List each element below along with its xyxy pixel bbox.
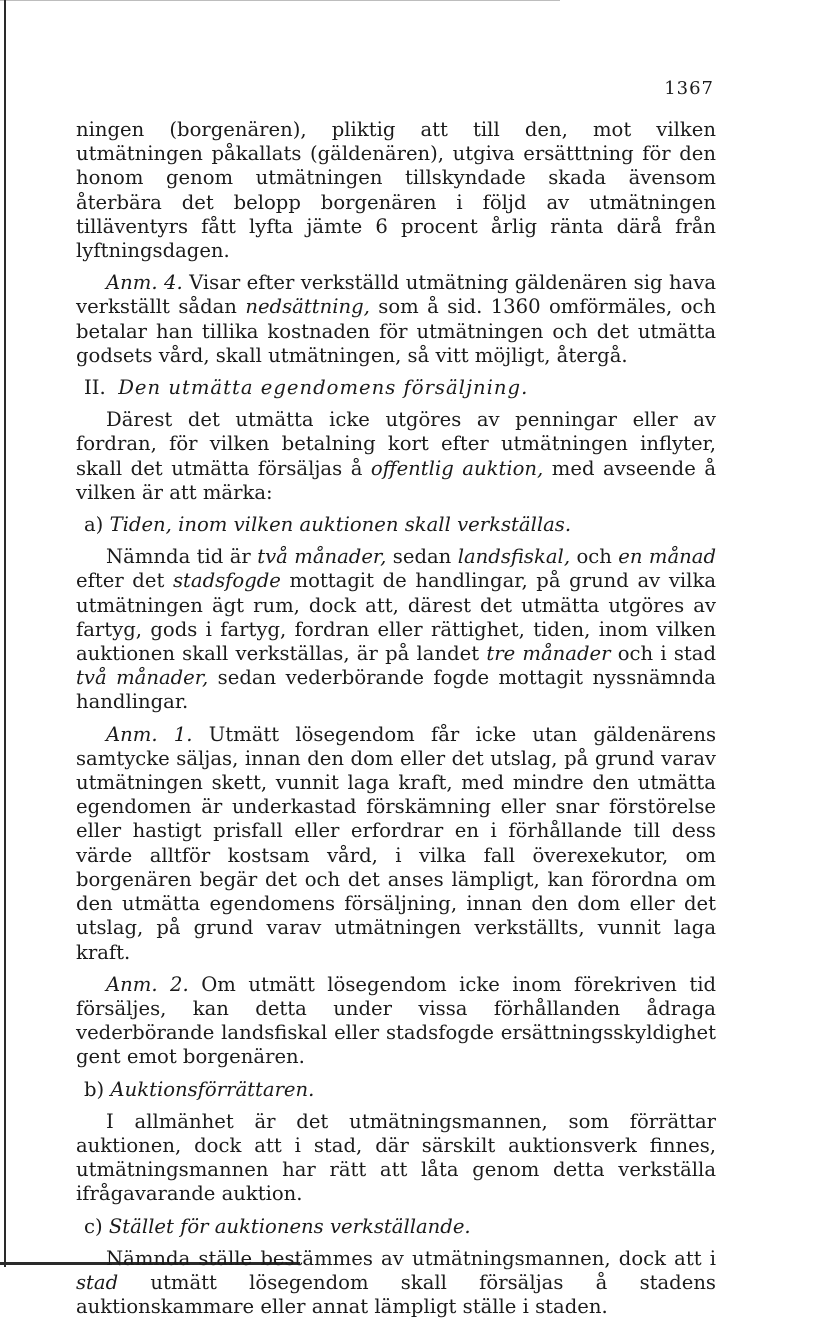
note-anm-2: Anm. 2. Om utmätt lösegendom icke inom förekriven tid försäljes, kan detta under vissa förhållanden ådraga vederbörande landsfiskal eller stadsfogde ersättningsskyldighet gent emot borgenären. (76, 972, 717, 1069)
scan-top-edge (0, 0, 560, 1)
section-number: II. (84, 376, 106, 400)
page-body (76, 118, 716, 1327)
note-label: Anm. 1. (106, 722, 193, 746)
paragraph-auction-intro: Därest det utmätta icke utgöres av penningar eller av fordran, för vilken betalning kort efter utmätningen inflyter, skall det utmätta försäljas å offentlig auktion, med avseende å vilken är att märka: (76, 408, 716, 504)
note-label: Anm. 2. (106, 972, 189, 996)
subheading-c: c) Stället för auktionens verkställande. (84, 1214, 471, 1238)
subheading-a: a) Tiden, inom vilken auktionen skall verkställas. (84, 513, 572, 537)
note-label: Anm. 4. (106, 271, 183, 295)
scan-left-edge (4, 0, 6, 1267)
paragraph-auctioneer: I allmänhet är det utmätningsmannen, som förrättar auktionen, dock att i stad, där särskilt auktionsverk finnes, utmätningsmannen har rätt att låta genom detta verkställa ifrågavarande auktion. (76, 1109, 716, 1206)
subheading-b: b) Auktionsförrättaren. (84, 1077, 315, 1101)
paragraph-auction-place: Nämnda ställe bestämmes av utmätningsmannen, dock att i stad utmätt lösegendom skall försäljas å stadens auktionskammare eller annat lämpligt ställe i staden. (76, 1246, 716, 1319)
section-heading-ii (76, 376, 716, 400)
paragraph-continuation: ningen (borgenären), pliktig att till den, mot vilken utmätningen påkallats (gäldenären), utgiva ersätttning för den honom genom utmätningen tillskyndade skada ävensom återbära det belopp borgenären i följd av utmätningen tilläventyrs fått lyfta jämte 6 procent årlig ränta därå från lyftningsdagen. (76, 118, 716, 263)
paragraph-time-limits: Nämnda tid är två månader, sedan landsfiskal, och en månad efter det stadsfogde mottagit de handlingar, på grund av vilka utmätningen ägt rum, dock att, därest det utmätta utgöres av fartyg, gods i fartyg, fordran eller rättighet, tiden, inom vilken auktionen skall verkställas, är på landet tre månader och i stad två månader, sedan vederbörande fogde mottagit nyssnämnda handlingar. (76, 545, 717, 714)
section-title: Den utmätta egendomens försäljning. (118, 376, 529, 400)
note-anm-4: Anm. 4. Visar efter verkställd utmätning gäldenären sig hava verkställt sådan nedsättning, som å sid. 1360 omförmäles, och betalar han tillika kostnaden för utmätningen och det utmätta godsets vård, skall utmätningen, så vitt möjligt, återgå. (76, 271, 716, 367)
page-number: 1367 (664, 78, 714, 99)
note-anm-1: Anm. 1. Utmätt lösegendom får icke utan gäldenärens samtycke säljas, innan den dom eller det utslag, på grund varav utmätningen skett, vunnit laga kraft, med mindre den utmätta egendomen är underkastad förskämning eller snar förstörelse eller hastigt prisfall eller erfordrar en i förhållande till dess värde alltför kostsam vård, i vilka fall överexekutor, om borgenären begär det och det anses lämpligt, kan förordna om den utmätta egendomens försäljning, innan den dom eller det utslag, på grund varav utmätningen verkställts, vunnit laga kraft. (76, 722, 716, 964)
